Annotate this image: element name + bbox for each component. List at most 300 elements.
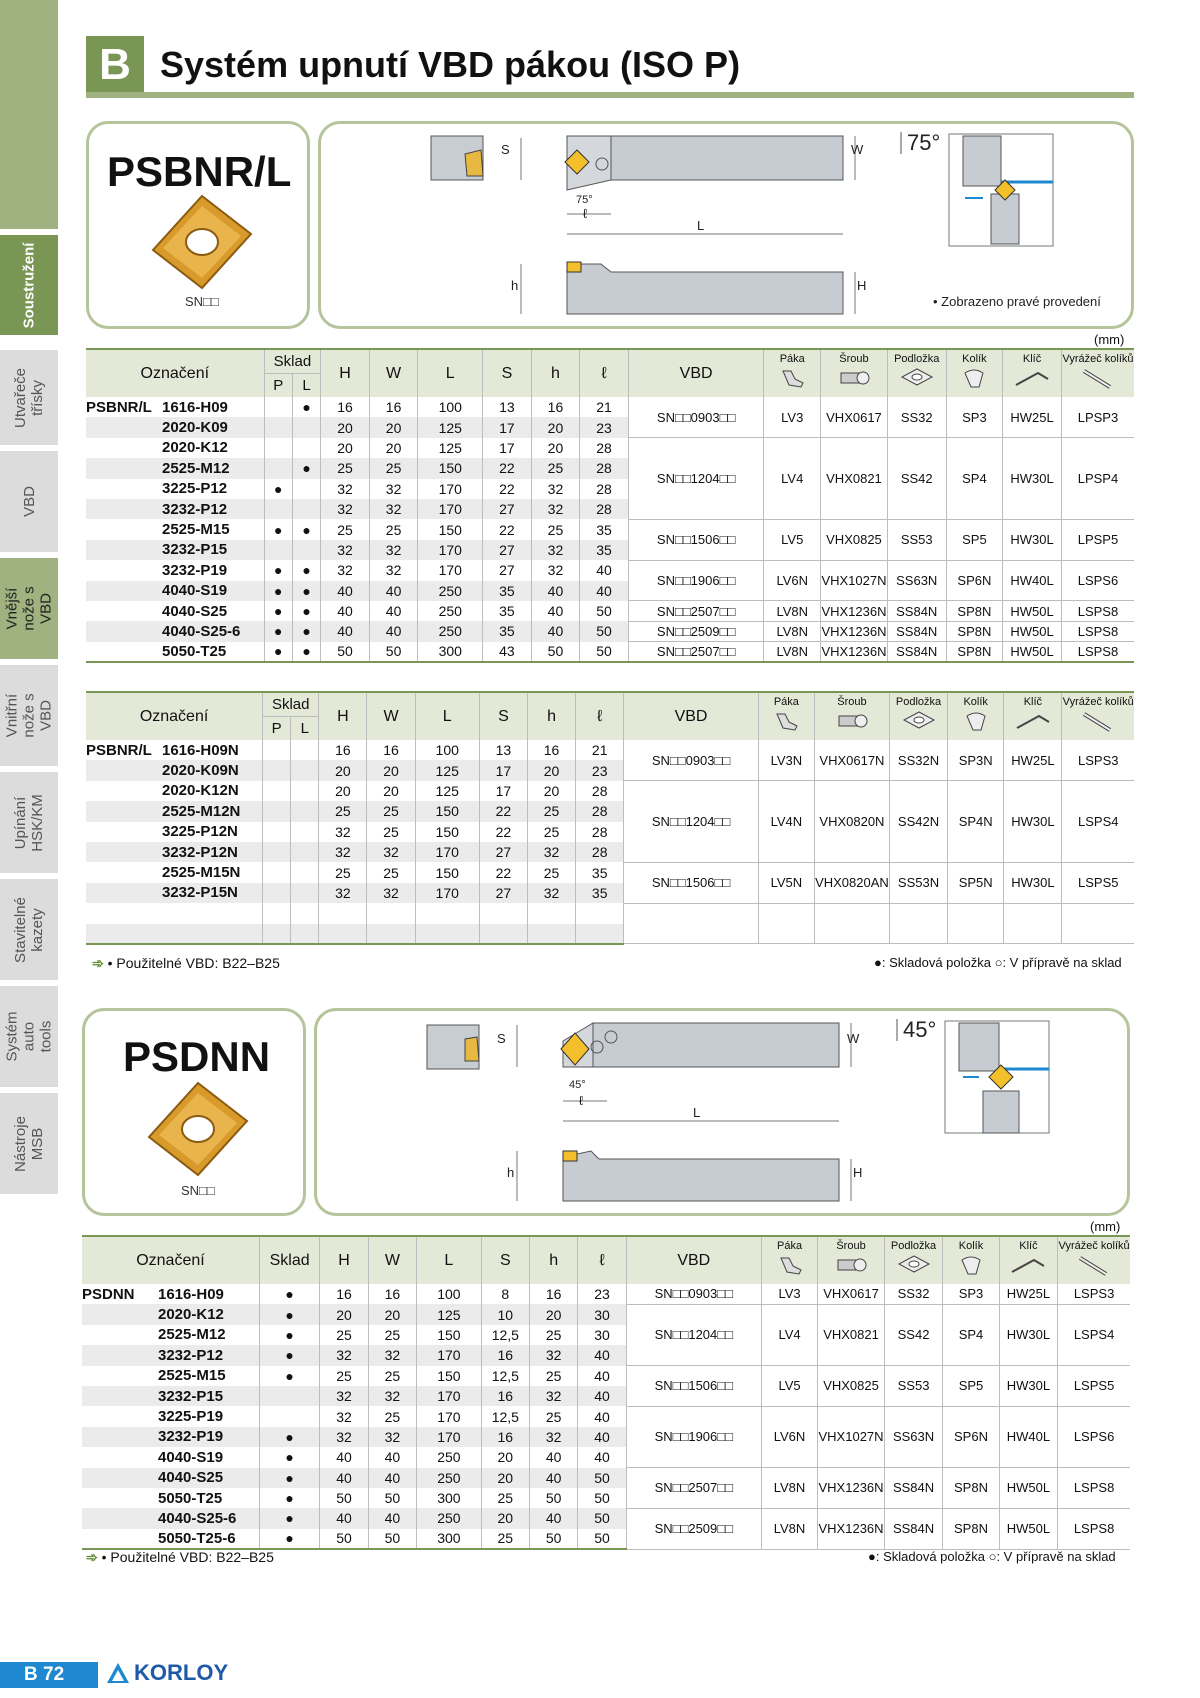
stock-P bbox=[263, 740, 291, 760]
dim-h: 20 bbox=[527, 781, 575, 801]
dim-H: 25 bbox=[320, 1325, 368, 1345]
vyrazec-cell: LPSP3 bbox=[1061, 397, 1134, 438]
stock-L bbox=[291, 862, 319, 882]
col-l: ℓ bbox=[580, 349, 629, 397]
table-row bbox=[86, 642, 1134, 662]
dim-h: 20 bbox=[527, 760, 575, 780]
key-icon bbox=[1015, 710, 1051, 730]
dim-l: 50 bbox=[580, 642, 629, 662]
vbd-cell: SN□□1906□□ bbox=[626, 1406, 761, 1467]
podlozka-cell: SS84N bbox=[887, 642, 946, 662]
dim-W: 25 bbox=[367, 822, 415, 842]
dim-l: 28 bbox=[580, 499, 629, 519]
tool-code: 2020-K09N bbox=[162, 762, 239, 780]
dim-W: 25 bbox=[368, 1406, 416, 1426]
table-row bbox=[82, 1284, 1130, 1304]
spec-table-psbnr-n bbox=[86, 691, 1134, 945]
kolik-cell: SP3 bbox=[943, 1284, 999, 1304]
dim-H: 32 bbox=[320, 1386, 368, 1406]
stock-P bbox=[264, 417, 292, 437]
tool-code: 4040-S19 bbox=[158, 1448, 224, 1466]
product-name: PSBNR/L bbox=[107, 148, 292, 195]
designation-cell bbox=[86, 842, 263, 862]
col-stock-L: L bbox=[291, 717, 319, 740]
dim-Lv: 125 bbox=[417, 1304, 482, 1324]
kolik-cell bbox=[948, 903, 1004, 944]
col-podlozka bbox=[887, 349, 946, 397]
tool-code: 1616-H09 bbox=[162, 398, 228, 416]
designation-cell bbox=[86, 438, 264, 458]
dim-l: 40 bbox=[578, 1345, 626, 1365]
col-klic-label: Klíč bbox=[1019, 1240, 1038, 1252]
tool-code: 4040-S19 bbox=[162, 582, 228, 600]
dim-W: 50 bbox=[368, 1488, 416, 1508]
vyrazec-cell: LSPS3 bbox=[1058, 1284, 1130, 1304]
klic-cell: HW50L bbox=[999, 1508, 1057, 1549]
dim-l: 50 bbox=[578, 1529, 626, 1549]
product-card-psbnr bbox=[86, 121, 310, 329]
designation-cell bbox=[82, 1508, 259, 1528]
dim-H: 32 bbox=[319, 842, 367, 862]
dim-H: 32 bbox=[319, 822, 367, 842]
dim-H: 32 bbox=[320, 1406, 368, 1426]
dim-h: 32 bbox=[530, 1345, 578, 1365]
paka-cell: LV5 bbox=[761, 1366, 817, 1407]
col-vyrazec bbox=[1058, 1236, 1130, 1284]
stock bbox=[259, 1386, 319, 1406]
dim-W: 32 bbox=[368, 1345, 416, 1365]
dim-W: 25 bbox=[369, 458, 418, 478]
table-row bbox=[86, 601, 1134, 621]
kolik-cell: SP4 bbox=[943, 1304, 999, 1365]
dim-h: 40 bbox=[530, 1447, 578, 1467]
dim-S bbox=[479, 903, 527, 923]
dim-W: 25 bbox=[368, 1325, 416, 1345]
stock-L: ● bbox=[292, 519, 320, 539]
dim-W: 25 bbox=[368, 1366, 416, 1386]
col-kolik-label: Kolík bbox=[958, 1240, 984, 1252]
dim-W: 32 bbox=[369, 499, 418, 519]
stock-L bbox=[291, 924, 319, 944]
col-klic bbox=[1003, 349, 1062, 397]
dim-l: 23 bbox=[578, 1284, 626, 1304]
footnote-text: • Použitelné VBD: B22–B25 bbox=[101, 1549, 274, 1565]
dim-Lv: 100 bbox=[418, 397, 483, 417]
spec-table-psdnn bbox=[82, 1235, 1130, 1550]
stock: ● bbox=[259, 1284, 319, 1304]
podlozka-cell: SS32 bbox=[887, 397, 946, 438]
dim-H: 16 bbox=[320, 1284, 368, 1304]
dim-S: 13 bbox=[483, 397, 532, 417]
dim-Lv: 250 bbox=[418, 581, 483, 601]
sidebar-item-utvarece[interactable] bbox=[0, 350, 58, 448]
podlozka-cell: SS84N bbox=[887, 621, 946, 641]
klic-cell: HW30L bbox=[1003, 519, 1062, 560]
dim-Lv: 170 bbox=[417, 1345, 482, 1365]
dim-Lv: 150 bbox=[417, 1366, 482, 1386]
table-row bbox=[86, 519, 1134, 539]
dim-Lv: 125 bbox=[415, 760, 479, 780]
dim-h: 32 bbox=[527, 883, 575, 903]
stock: ● bbox=[259, 1345, 319, 1365]
dim-S: 22 bbox=[479, 801, 527, 821]
angle-label: 75° bbox=[907, 130, 941, 155]
dim-W: 40 bbox=[368, 1508, 416, 1528]
stock-P bbox=[263, 801, 291, 821]
paka-cell: LV4 bbox=[764, 438, 821, 520]
sroub-cell: VHX0825 bbox=[818, 1366, 885, 1407]
vbd-cell: SN□□0903□□ bbox=[624, 740, 758, 781]
dim-S: 22 bbox=[479, 822, 527, 842]
dim-H: 40 bbox=[321, 601, 370, 621]
stock-legend: ●: Skladová položka ○: V přípravě na sklad bbox=[868, 1549, 1116, 1564]
col-klic bbox=[999, 1236, 1057, 1284]
table-header-row bbox=[86, 692, 1134, 717]
tool-code: 3232-P15 bbox=[158, 1387, 224, 1405]
dim-H: 32 bbox=[321, 499, 370, 519]
stock: ● bbox=[259, 1427, 319, 1447]
stock-P bbox=[263, 883, 291, 903]
stock-L bbox=[291, 801, 319, 821]
dim-H: 25 bbox=[319, 801, 367, 821]
dim-S: 20 bbox=[481, 1468, 529, 1488]
podlozka-cell: SS53 bbox=[884, 1366, 942, 1407]
stock-P: ● bbox=[264, 519, 292, 539]
dim-h: 32 bbox=[531, 560, 580, 580]
stock-L bbox=[292, 417, 320, 437]
col-designation: Označení bbox=[86, 349, 264, 397]
dim-Lv: 100 bbox=[417, 1284, 482, 1304]
sidebar-label: Vnější nože s VBD bbox=[3, 586, 55, 631]
col-stock-P: P bbox=[263, 717, 291, 740]
col-W: W bbox=[367, 692, 415, 740]
dim-Lv: 300 bbox=[417, 1488, 482, 1508]
stock: ● bbox=[259, 1447, 319, 1467]
dim-l: 40 bbox=[578, 1447, 626, 1467]
kolik-cell: SP4 bbox=[946, 438, 1003, 520]
dim-Lv: 150 bbox=[417, 1325, 482, 1345]
dim-l: 28 bbox=[580, 458, 629, 478]
designation-cell bbox=[86, 760, 263, 780]
table-row bbox=[82, 1366, 1130, 1386]
dim-S: 22 bbox=[483, 458, 532, 478]
pin-icon bbox=[963, 710, 989, 732]
sidebar-item-vnitrni-noze[interactable] bbox=[0, 665, 58, 769]
dim-H: 40 bbox=[321, 621, 370, 641]
dim-Lv: 250 bbox=[418, 601, 483, 621]
dim-l: 40 bbox=[578, 1386, 626, 1406]
dim-l: 35 bbox=[576, 862, 624, 882]
dim-W: 32 bbox=[369, 540, 418, 560]
dim-l bbox=[576, 924, 624, 944]
designation-cell bbox=[86, 883, 263, 903]
dim-l: 40 bbox=[578, 1366, 626, 1386]
dim-S: 35 bbox=[483, 581, 532, 601]
dim-S: 27 bbox=[483, 540, 532, 560]
podlozka-cell: SS42 bbox=[887, 438, 946, 520]
col-W: W bbox=[368, 1236, 416, 1284]
dim-W: 20 bbox=[367, 760, 415, 780]
stock-P: ● bbox=[264, 621, 292, 641]
dim-l: 35 bbox=[580, 519, 629, 539]
col-stock-L: L bbox=[292, 374, 320, 397]
tool-code: 3232-P15 bbox=[162, 541, 228, 559]
stock-L: ● bbox=[292, 458, 320, 478]
designation-cell bbox=[86, 781, 263, 801]
dim-l: 40 bbox=[578, 1406, 626, 1426]
dim-Lv: 170 bbox=[418, 499, 483, 519]
dim-W: 20 bbox=[368, 1304, 416, 1324]
dim-l: ℓ bbox=[583, 206, 588, 221]
designation-cell bbox=[82, 1325, 259, 1345]
dim-H: 32 bbox=[321, 540, 370, 560]
dim-h: 40 bbox=[531, 601, 580, 621]
stock-legend: ●: Skladová položka ○: V přípravě na sklad bbox=[874, 955, 1122, 970]
dim-S: 20 bbox=[481, 1508, 529, 1528]
dim-H: 50 bbox=[320, 1529, 368, 1549]
dim-Lv: 100 bbox=[415, 740, 479, 760]
designation-cell bbox=[82, 1468, 259, 1488]
dim-W: 32 bbox=[367, 842, 415, 862]
col-paka-label: Páka bbox=[776, 1240, 803, 1252]
paka-cell bbox=[758, 903, 814, 944]
dim-Lv: 250 bbox=[418, 621, 483, 641]
product-card-psdnn bbox=[82, 1008, 306, 1216]
dim-S bbox=[479, 924, 527, 944]
insert-icon bbox=[149, 192, 255, 292]
dim-W: 32 bbox=[368, 1386, 416, 1406]
stock-P bbox=[263, 781, 291, 801]
vyrazec-cell bbox=[1062, 903, 1134, 944]
sidebar-item-upinani[interactable] bbox=[0, 772, 58, 876]
dim-S: 22 bbox=[483, 519, 532, 539]
dim-W bbox=[367, 903, 415, 923]
designation-cell bbox=[82, 1284, 259, 1304]
sidebar-item-vbd[interactable] bbox=[0, 451, 58, 555]
tool-code: 3232-P19 bbox=[158, 1428, 224, 1446]
vbd-cell: SN□□1204□□ bbox=[624, 781, 758, 863]
dim-L: L bbox=[693, 1105, 701, 1120]
dim-Lv bbox=[415, 924, 479, 944]
col-h: h bbox=[527, 692, 575, 740]
dim-H: 20 bbox=[321, 417, 370, 437]
kolik-cell: SP3N bbox=[948, 740, 1004, 781]
pin-icon bbox=[961, 367, 987, 389]
stock-P bbox=[264, 499, 292, 519]
dim-h: 32 bbox=[527, 842, 575, 862]
sroub-cell: VHX0617 bbox=[821, 397, 888, 438]
col-podlozka-label: Podložka bbox=[895, 696, 942, 708]
series-name: PSBNR/L bbox=[86, 398, 152, 416]
dim-Lv bbox=[415, 903, 479, 923]
series-name: PSDNN bbox=[82, 1285, 135, 1303]
sidebar-item-nastroje-msb[interactable] bbox=[0, 1093, 58, 1197]
tool-code: 2020-K12 bbox=[158, 1306, 224, 1324]
paka-cell: LV8N bbox=[761, 1468, 817, 1509]
col-podlozka bbox=[884, 1236, 942, 1284]
arrow-icon: ➾ bbox=[86, 1549, 98, 1565]
table-row bbox=[82, 1508, 1130, 1528]
paka-cell: LV5N bbox=[758, 862, 814, 903]
podlozka-cell: SS84N bbox=[887, 601, 946, 621]
paka-cell: LV3N bbox=[758, 740, 814, 781]
podlozka-cell: SS63N bbox=[887, 560, 946, 601]
dim-S: 17 bbox=[483, 438, 532, 458]
key-icon bbox=[1010, 1254, 1046, 1274]
dim-Lv: 125 bbox=[418, 438, 483, 458]
sidebar-item-vnejsi-noze[interactable] bbox=[0, 558, 58, 662]
dim-h bbox=[527, 924, 575, 944]
stock-P bbox=[263, 760, 291, 780]
unit-label: (mm) bbox=[1094, 332, 1125, 347]
sidebar-item-system-auto-tools[interactable] bbox=[0, 986, 58, 1090]
dim-l: 50 bbox=[580, 601, 629, 621]
dim-H: 20 bbox=[319, 781, 367, 801]
stock-L bbox=[291, 781, 319, 801]
dim-l: 40 bbox=[580, 560, 629, 580]
dim-h: 16 bbox=[527, 740, 575, 760]
shim-icon bbox=[897, 1254, 931, 1274]
col-podlozka-label: Podložka bbox=[894, 353, 940, 365]
col-S: S bbox=[479, 692, 527, 740]
dim-h: 50 bbox=[530, 1529, 578, 1549]
screw-icon bbox=[837, 367, 871, 387]
col-l: ℓ bbox=[578, 1236, 626, 1284]
tool-code: 3232-P15N bbox=[162, 884, 238, 902]
vbd-cell: SN□□0903□□ bbox=[626, 1284, 761, 1304]
stock: ● bbox=[259, 1508, 319, 1528]
col-S: S bbox=[483, 349, 532, 397]
sroub-cell: VHX0617 bbox=[818, 1284, 885, 1304]
dim-l: 28 bbox=[576, 781, 624, 801]
klic-cell: HW40L bbox=[999, 1406, 1057, 1467]
dim-S: 27 bbox=[483, 499, 532, 519]
table-row bbox=[86, 560, 1134, 580]
designation-cell bbox=[86, 642, 264, 662]
dim-Lv: 150 bbox=[415, 822, 479, 842]
designation-cell bbox=[86, 862, 263, 882]
tool-code: 5050-T25 bbox=[162, 642, 227, 660]
sroub-cell: VHX1027N bbox=[821, 560, 888, 601]
dim-W: 32 bbox=[369, 479, 418, 499]
podlozka-cell: SS63N bbox=[884, 1406, 942, 1467]
dim-H: 32 bbox=[321, 479, 370, 499]
dim-Lv: 250 bbox=[417, 1508, 482, 1528]
kolik-cell: SP8N bbox=[946, 642, 1003, 662]
vyrazec-cell: LPSP4 bbox=[1061, 438, 1134, 520]
dim-H: 20 bbox=[320, 1304, 368, 1324]
shim-icon bbox=[900, 367, 934, 387]
stock-P: ● bbox=[264, 479, 292, 499]
col-designation: Označení bbox=[82, 1236, 259, 1284]
dim-S: 17 bbox=[479, 760, 527, 780]
dim-S: 16 bbox=[481, 1427, 529, 1447]
section-letter: B bbox=[86, 36, 144, 94]
vbd-cell: SN□□0903□□ bbox=[628, 397, 764, 438]
klic-cell: HW30L bbox=[1003, 438, 1062, 520]
dim-S: 27 bbox=[479, 842, 527, 862]
paka-cell: LV5 bbox=[764, 519, 821, 560]
stock-L: ● bbox=[292, 621, 320, 641]
podlozka-cell: SS42N bbox=[889, 781, 947, 863]
key-icon bbox=[1014, 367, 1050, 387]
dim-W: 40 bbox=[369, 621, 418, 641]
stock: ● bbox=[259, 1468, 319, 1488]
col-sroub-label: Šroub bbox=[839, 353, 869, 365]
dim-l: 40 bbox=[578, 1427, 626, 1447]
drawing-card-psbnr bbox=[318, 121, 1134, 329]
brand-name: KORLOY bbox=[134, 1660, 229, 1685]
dim-H: 40 bbox=[320, 1508, 368, 1528]
dim-l: 23 bbox=[580, 417, 629, 437]
sidebar-item-stavitelne-kazety[interactable] bbox=[0, 879, 58, 983]
sroub-cell: VHX0821 bbox=[818, 1304, 885, 1365]
drawing-note: • Zobrazeno pravé provedení bbox=[933, 294, 1101, 309]
sidebar-label: Utvařeče třísky bbox=[12, 367, 46, 428]
dim-W: 40 bbox=[368, 1447, 416, 1467]
kolik-cell: SP4N bbox=[948, 781, 1004, 863]
vbd-cell: SN□□2507□□ bbox=[626, 1468, 761, 1509]
dim-h: 25 bbox=[527, 822, 575, 842]
vyrazec-cell: LSPS4 bbox=[1058, 1304, 1130, 1365]
dim-h: 25 bbox=[530, 1366, 578, 1386]
tool-code: 2525-M12 bbox=[162, 459, 230, 477]
sidebar-label: Soustružení bbox=[20, 242, 38, 328]
klic-cell: HW25L bbox=[999, 1284, 1057, 1304]
vyrazec-cell: LSPS6 bbox=[1058, 1406, 1130, 1467]
col-h: h bbox=[530, 1236, 578, 1284]
dim-H: 50 bbox=[320, 1488, 368, 1508]
dim-H: 40 bbox=[320, 1468, 368, 1488]
dim-W: 20 bbox=[369, 438, 418, 458]
dim-H: H bbox=[853, 1165, 863, 1180]
paka-cell: LV8N bbox=[764, 642, 821, 662]
designation-cell bbox=[86, 822, 263, 842]
stock-P bbox=[263, 903, 291, 923]
dim-W: 20 bbox=[369, 417, 418, 437]
klic-cell: HW25L bbox=[1004, 740, 1062, 781]
stock-L bbox=[291, 903, 319, 923]
korloy-logo-icon bbox=[106, 1662, 130, 1684]
designation-cell bbox=[86, 560, 264, 580]
lever-icon bbox=[777, 1254, 803, 1276]
stock-L bbox=[291, 822, 319, 842]
pin-punch-icon bbox=[1080, 367, 1116, 391]
sidebar-label: Upínání HSK/KM bbox=[12, 793, 46, 852]
designation-cell bbox=[82, 1366, 259, 1386]
dim-h: 50 bbox=[530, 1488, 578, 1508]
dim-H: 32 bbox=[320, 1345, 368, 1365]
col-vbd: VBD bbox=[628, 349, 764, 397]
sidebar-item-soustruzeni[interactable] bbox=[0, 235, 58, 338]
tool-code: 1616-H09N bbox=[162, 741, 239, 759]
dim-h: 25 bbox=[531, 519, 580, 539]
dim-Lv: 300 bbox=[417, 1529, 482, 1549]
klic-cell: HW30L bbox=[1004, 862, 1062, 903]
vbd-cell: SN□□1506□□ bbox=[626, 1366, 761, 1407]
sroub-cell: VHX1236N bbox=[818, 1468, 885, 1509]
col-kolik bbox=[946, 349, 1003, 397]
klic-cell: HW50L bbox=[1003, 621, 1062, 641]
stock-P: ● bbox=[264, 581, 292, 601]
series-name: PSBNR/L bbox=[86, 741, 152, 759]
dim-h: 32 bbox=[530, 1427, 578, 1447]
dim-l: 35 bbox=[580, 540, 629, 560]
col-stock-P: P bbox=[264, 374, 292, 397]
klic-cell: HW50L bbox=[1003, 601, 1062, 621]
col-stock: Sklad bbox=[264, 349, 321, 374]
tool-code: 5050-T25-6 bbox=[158, 1529, 236, 1547]
